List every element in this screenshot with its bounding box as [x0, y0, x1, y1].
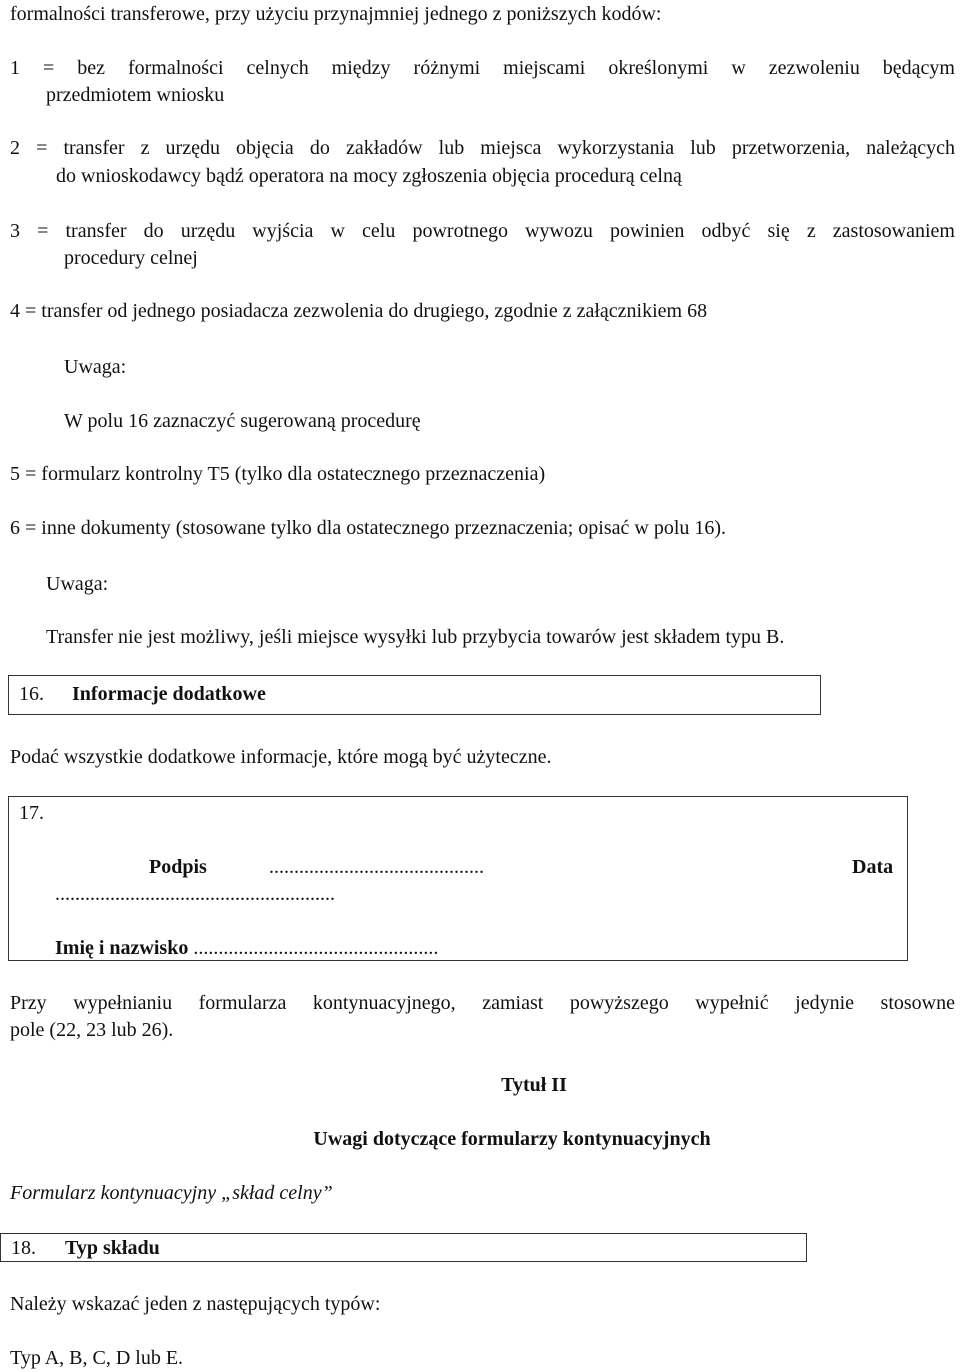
- code-6: 6 = inne dokumenty (stosowane tylko dla ostatecznego przeznaczenia; opisać w polu 16).: [10, 517, 727, 539]
- box-18-title: Typ składu: [65, 1237, 160, 1259]
- date-dots: ........................................................: [55, 883, 335, 905]
- note-1-label: Uwaga:: [64, 356, 127, 378]
- note-2-label: Uwaga:: [46, 573, 109, 595]
- continuation-note-line-2: pole (22, 23 lub 26).: [10, 1019, 174, 1041]
- note-2-text: Transfer nie jest możliwy, jeśli miejsce wysyłki lub przybycia towarów jest składem typu B.: [46, 626, 785, 648]
- types-line: Typ A, B, C, D lub E.: [10, 1347, 184, 1369]
- title-2-subtitle: Uwagi dotyczące formularzy kontynuacyjnych: [313, 1128, 711, 1150]
- code-3-line-1: 3 = transfer do urzędu wyjścia w celu powrotnego wywozu powinien odbyć się z zastosowaniem: [10, 220, 955, 242]
- name-line: [55, 934, 438, 962]
- note-1-text: W polu 16 zaznaczyć sugerowaną procedurę: [64, 410, 421, 432]
- title-2: Tytuł II: [501, 1074, 567, 1096]
- signature-dots: ...........................................: [269, 856, 484, 878]
- intro-line: formalności transferowe, przy użyciu przynajmniej jednego z poniższych kodów:: [10, 3, 662, 25]
- box-16: [8, 675, 821, 715]
- form-heading: Formularz kontynuacyjny „skład celny”: [10, 1182, 333, 1204]
- code-5: 5 = formularz kontrolny T5 (tylko dla ostatecznego przeznaczenia): [10, 463, 546, 485]
- code-2-line-2: do wnioskodawcy bądź operatora na mocy zgłoszenia objęcia procedurą celną: [56, 165, 682, 187]
- continuation-note-line-1: Przy wypełnianiu formularza kontynuacyjnego, zamiast powyższego wypełnić jedynie stosowne: [10, 992, 955, 1014]
- box-18-description: Należy wskazać jeden z następujących typów:: [10, 1293, 381, 1315]
- box-16-description: Podać wszystkie dodatkowe informacje, które mogą być użyteczne.: [10, 746, 552, 768]
- box-18: [0, 1233, 807, 1262]
- name-dots: .................................................: [193, 937, 439, 959]
- code-1-line-1: 1 = bez formalności celnych między różnymi miejscami określonymi w zezwoleniu będącym: [10, 57, 955, 79]
- box-17-number: 17.: [19, 802, 44, 824]
- code-4: 4 = transfer od jednego posiadacza zezwolenia do drugiego, zgodnie z załącznikiem 68: [10, 300, 708, 322]
- box-16-number: 16.: [19, 683, 44, 705]
- box-17: [8, 796, 908, 961]
- code-1-line-2: przedmiotem wniosku: [46, 84, 225, 106]
- signature-label: Podpis: [149, 856, 207, 878]
- code-3-line-2: procedury celnej: [64, 247, 198, 269]
- code-2-line-1: 2 = transfer z urzędu objęcia do zakładów lub miejsca wykorzystania lub przetworzenia, należących: [10, 137, 955, 159]
- box-18-number: 18.: [11, 1237, 36, 1259]
- name-label: Imię i nazwisko: [55, 937, 189, 959]
- date-label: Data: [852, 856, 894, 878]
- box-16-title: Informacje dodatkowe: [72, 683, 266, 705]
